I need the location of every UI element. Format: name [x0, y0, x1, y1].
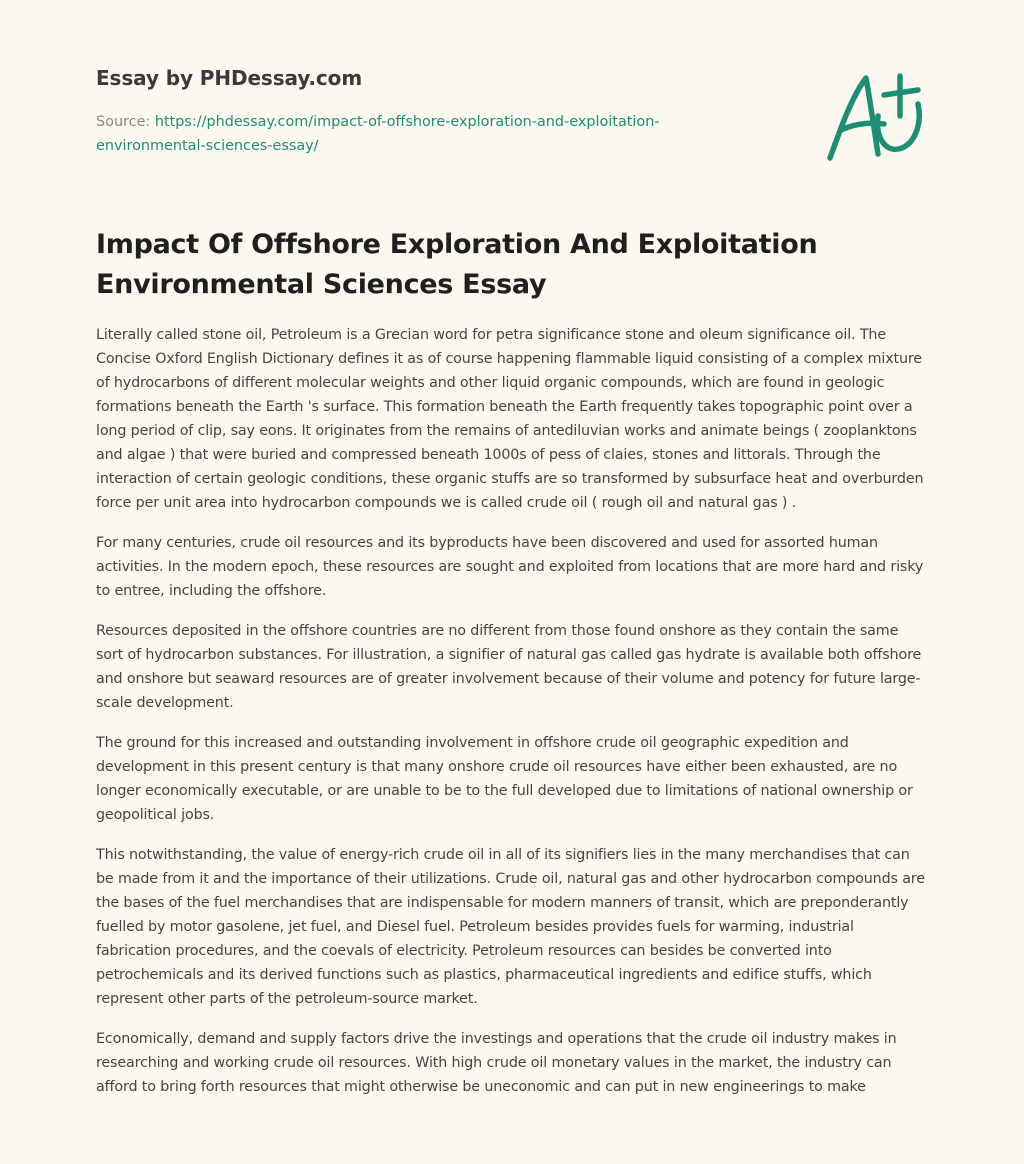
essay-paragraph-1: Literally called stone oil, Petroleum is a Grecian word for petra significance stone and oleum significance oil. The Concise Oxford English Dictionary defines it as of course happening flammable liquid consisting of a complex mixture of hydrocarbons of different molecular weights and other liquid organic compounds, which are found in geologic formations beneath the Earth 's surface. This formation beneath the Earth frequently takes topographic point over a long period of clip, say eons. It originates from the remains of antediluvian works and animate beings ( zooplanktons and algae ) that were buried and compressed beneath 1000s of pess of claies, stones and littorals. Through the interaction of certain geologic conditions, these organic stuffs are so transformed by subsurface heat and overburden force per unit area into hydrocarbon compounds we is called crude oil ( rough oil and natural gas ) .: [96, 327, 924, 511]
source-label: Source:: [96, 114, 151, 130]
source-line: [96, 110, 716, 158]
essay-paragraph-2: For many centuries, crude oil resources and its byproducts have been discovered and used for assorted human activities. In the modern epoch, these resources are sought and exploited from locations that are more hard and risky to entree, including the offshore.: [96, 535, 924, 599]
essay-paragraph-5: This notwithstanding, the value of energy-rich crude oil in all of its signifiers lies in the many merchandises that can be made from it and the importance of their utilizations. Crude oil, natural gas and other hydrocarbon compounds are the bases of the fuel merchandises that are indispensable for modern manners of transit, which are preponderantly fuelled by motor gasolene, jet fuel, and Diesel fuel. Petroleum besides provides fuels for warming, industrial fabrication procedures, and the coevals of electricity. Petroleum resources can besides be converted into petrochemicals and its derived functions such as plastics, pharmaceutical ingredients and edifice stuffs, which represent other parts of the petroleum-source market.: [96, 847, 925, 1007]
essay-paragraph-4: The ground for this increased and outstanding involvement in offshore crude oil geographic expedition and development in this present century is that many onshore crude oil resources have either been exhausted, are no longer economically executable, or are unable to be to the full developed due to limitations of national ownership or geopolitical jobs.: [96, 735, 913, 823]
a-plus-grade-logo-icon: [818, 66, 928, 166]
essay-title: Impact Of Offshore Exploration And Exploitation Environmental Sciences Essay: [96, 229, 818, 300]
essay-body: [96, 323, 928, 1115]
site-title: Essay by PHDessay.com: [96, 66, 363, 90]
essay-paragraph-3: Resources deposited in the offshore countries are no different from those found onshore as they contain the same sort of hydrocarbon substances. For illustration, a signifier of natural gas called gas hydrate is available both offshore and onshore but seaward resources are of greater involvement because of their volume and potency for future large-scale development.: [96, 623, 922, 711]
source-link-line-1: https://phdessay.com/impact-of-offshore-exploration-and-exploitation-: [154, 114, 660, 130]
source-link-line-2: environmental-sciences-essay/: [96, 138, 319, 154]
source-link[interactable]: [96, 114, 660, 154]
essay-paragraph-6: Economically, demand and supply factors drive the investings and operations that the crude oil industry makes in researching and working crude oil resources. With high crude oil monetary values in the market, the industry can afford to bring forth resources that might otherwise be uneconomic and can put in new engineerings to make: [96, 1031, 897, 1095]
